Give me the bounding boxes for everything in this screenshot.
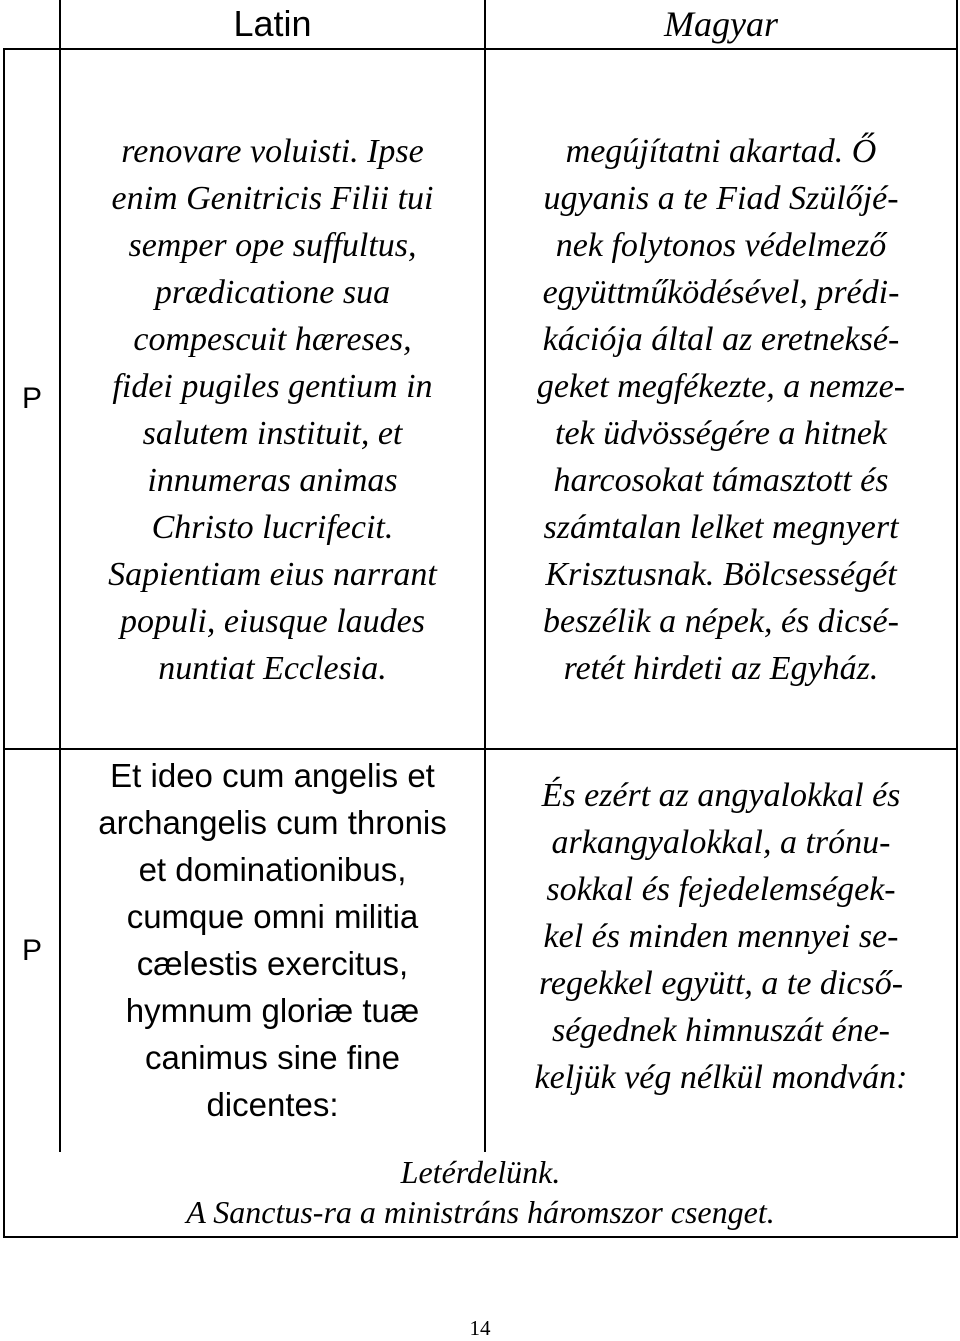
hungarian-text-cell: [485, 49, 957, 749]
latin-column-header: Latin: [60, 0, 485, 49]
rubric-bell: A Sanctus-ra a ministráns háromszor csenget.: [186, 1194, 775, 1230]
rubric-kneel: Letérdelünk.: [400, 1154, 561, 1190]
latin-text-cell: [60, 749, 485, 1152]
hungarian-preface-text: megújítatni akartad. Ő ugyanis a te Fiad Szülőjé- nek folytonos védelmező együttműködésével, prédi- kációja által az eretneksé- geket megfékezte, a nemze- tek üdvösségére a hitnek harcosokat támasztott és számtalan lelket megnyert Krisztusnak. Bölcsességét beszélik a népek, és dicsé- retét hirdeti az Egyház.: [536, 133, 906, 687]
latin-sanctus-intro-text: Et ideo cum angelis et archangelis cum thronis et dominationibus, cumque omni militia cælestis exercitus, hymnum gloriæ tuæ canimus sine fine dicentes:: [98, 757, 447, 1123]
latin-preface-text: renovare voluisti. Ipse enim Genitricis Filii tui semper ope suffultus, prædicatione sua compescuit hæreses, fidei pugiles gentium in salutem instituit, et innumeras animas Christo lucrifecit. Sapientiam eius narrant populi, eiusque laudes nuntiat Ecclesia.: [108, 133, 437, 687]
missal-parallel-table: [3, 0, 958, 1238]
latin-text-cell: [60, 49, 485, 749]
sanctus-intro-row: [4, 749, 957, 1152]
hungarian-column-header: Magyar: [485, 0, 957, 49]
page-number: 14: [469, 1316, 491, 1340]
preface-row: [4, 49, 957, 749]
rubric-cell: [4, 1152, 957, 1237]
role-header-cell: [4, 0, 60, 49]
hungarian-text-cell: [485, 749, 957, 1152]
rubric-row: [4, 1152, 957, 1237]
hungarian-sanctus-intro-text: És ezért az angyalokkal és arkangyalokkal, a trónu- sokkal és fejedelemségek- kel és minden mennyei se- regekkel együtt, a te dicső- ségednek himnuszát éne- keljük vég nélkül mondván:: [534, 777, 908, 1096]
role-marker-priest: P: [4, 749, 60, 1152]
role-marker-priest: P: [4, 49, 60, 749]
column-header-row: [4, 0, 957, 49]
